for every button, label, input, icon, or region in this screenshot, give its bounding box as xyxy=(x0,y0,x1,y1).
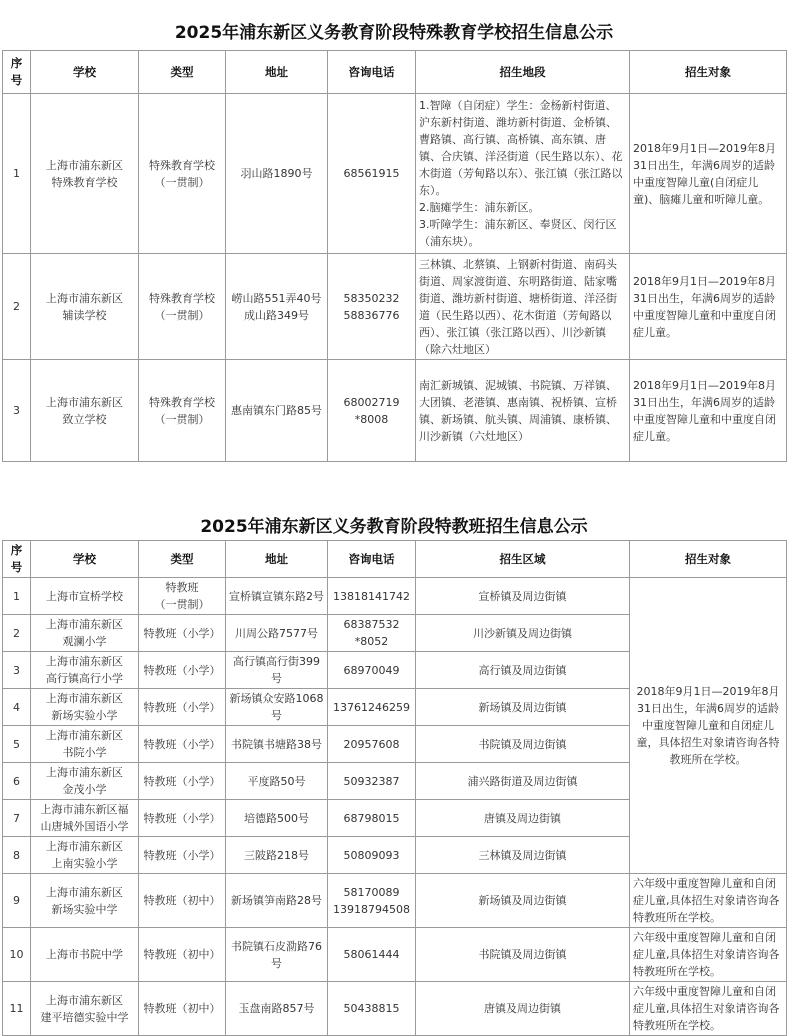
header-phone: 咨询电话 xyxy=(328,541,416,578)
school-address: 新场镇笋南路28号 xyxy=(226,874,328,928)
row-no: 11 xyxy=(3,982,31,1036)
school-phone: 50438815 xyxy=(328,982,416,1036)
enroll-target: 六年级中重度智障儿童和自闭症儿童,具体招生对象请咨询各特教班所在学校。 xyxy=(630,982,787,1036)
enroll-area: 高行镇及周边街镇 xyxy=(416,652,630,689)
header-no: 序号 xyxy=(3,51,31,94)
school-address: 三陂路218号 xyxy=(226,837,328,874)
school-address: 崂山路551弄40号 成山路349号 xyxy=(226,254,328,360)
school-name: 上海市浦东新区 上南实验小学 xyxy=(31,837,139,874)
school-type: 特教班（初中） xyxy=(139,928,226,982)
enroll-target: 六年级中重度智障儿童和自闭症儿童,具体招生对象请咨询各特教班所在学校。 xyxy=(630,874,787,928)
enroll-area: 新场镇及周边街镇 xyxy=(416,689,630,726)
header-address: 地址 xyxy=(226,51,328,94)
school-type: 特教班（小学） xyxy=(139,652,226,689)
row-no: 8 xyxy=(3,837,31,874)
row-no: 4 xyxy=(3,689,31,726)
enroll-area: 川沙新镇及周边街镇 xyxy=(416,615,630,652)
row-no: 6 xyxy=(3,763,31,800)
enroll-area: 书院镇及周边街镇 xyxy=(416,928,630,982)
school-type: 特教班（小学） xyxy=(139,615,226,652)
school-name: 上海市浦东新区 建平培德实验中学 xyxy=(31,982,139,1036)
school-phone: 58350232 58836776 xyxy=(328,254,416,360)
header-phone: 咨询电话 xyxy=(328,51,416,94)
header-school: 学校 xyxy=(31,51,139,94)
school-type: 特殊教育学校 （一贯制） xyxy=(139,360,226,462)
school-phone: 20957608 xyxy=(328,726,416,763)
header-no: 序号 xyxy=(3,541,31,578)
school-name: 上海市宣桥学校 xyxy=(31,578,139,615)
special-class-table xyxy=(2,540,787,1036)
table1-title: 2025年浦东新区义务教育阶段特殊教育学校招生信息公示 xyxy=(174,23,614,43)
row-no: 3 xyxy=(3,360,31,462)
table-row xyxy=(3,874,787,928)
table-row xyxy=(3,94,787,254)
enroll-area: 三林镇、北蔡镇、上钢新村街道、南码头街道、周家渡街道、东明路街道、陆家嘴街道、潍坊新村街道、塘桥街道、洋泾街道（民生路以西）、花木街道（芳甸路以西）、张江镇（张江路以西）、川沙新镇（除六灶地区） xyxy=(416,254,630,360)
enroll-target: 2018年9月1日—2019年8月31日出生，年满6周岁的适龄中重度智障儿童(自闭症儿童)、脑瘫儿童和听障儿童。 xyxy=(630,94,787,254)
school-phone: 68002719 *8008 xyxy=(328,360,416,462)
school-phone: 13818141742 xyxy=(328,578,416,615)
enroll-area: 唐镇及周边街镇 xyxy=(416,982,630,1036)
school-address: 羽山路1890号 xyxy=(226,94,328,254)
row-no: 9 xyxy=(3,874,31,928)
row-no: 3 xyxy=(3,652,31,689)
table-row xyxy=(3,360,787,462)
school-type: 特教班（初中） xyxy=(139,874,226,928)
school-name: 上海市浦东新区 新场实验中学 xyxy=(31,874,139,928)
school-name: 上海市浦东新区 辅读学校 xyxy=(31,254,139,360)
school-phone: 50809093 xyxy=(328,837,416,874)
header-type: 类型 xyxy=(139,51,226,94)
enroll-area: 宣桥镇及周边街镇 xyxy=(416,578,630,615)
school-name: 上海市浦东新区福 山唐城外国语小学 xyxy=(31,800,139,837)
school-name: 上海市浦东新区 新场实验小学 xyxy=(31,689,139,726)
header-area: 招生地段 xyxy=(416,51,630,94)
row-no: 2 xyxy=(3,254,31,360)
school-name: 上海市浦东新区 致立学校 xyxy=(31,360,139,462)
school-type: 特殊教育学校 （一贯制） xyxy=(139,254,226,360)
school-phone: 13761246259 xyxy=(328,689,416,726)
row-no: 1 xyxy=(3,94,31,254)
school-name: 上海市浦东新区 观澜小学 xyxy=(31,615,139,652)
school-type: 特殊教育学校 （一贯制） xyxy=(139,94,226,254)
table-header-row xyxy=(3,51,787,94)
enroll-area: 南汇新城镇、泥城镇、书院镇、万祥镇、大团镇、老港镇、惠南镇、祝桥镇、宣桥镇、新场镇、航头镇、周浦镇、康桥镇、川沙新镇（六灶地区） xyxy=(416,360,630,462)
school-phone: 58061444 xyxy=(328,928,416,982)
table-row xyxy=(3,928,787,982)
enroll-area: 浦兴路街道及周边街镇 xyxy=(416,763,630,800)
enroll-area: 唐镇及周边街镇 xyxy=(416,800,630,837)
school-address: 平度路50号 xyxy=(226,763,328,800)
header-school: 学校 xyxy=(31,541,139,578)
school-type: 特教班（小学） xyxy=(139,763,226,800)
school-phone: 68798015 xyxy=(328,800,416,837)
school-type: 特教班（初中） xyxy=(139,982,226,1036)
school-name: 上海市浦东新区 书院小学 xyxy=(31,726,139,763)
school-address: 高行镇高行街399号 xyxy=(226,652,328,689)
header-target: 招生对象 xyxy=(630,51,787,94)
school-address: 培德路500号 xyxy=(226,800,328,837)
school-address: 新场镇众安路1068号 xyxy=(226,689,328,726)
enroll-target: 2018年9月1日—2019年8月31日出生，年满6周岁的适龄中重度智障儿童和中重度自闭症儿童。 xyxy=(630,254,787,360)
row-no: 2 xyxy=(3,615,31,652)
school-name: 上海市浦东新区 特殊教育学校 xyxy=(31,94,139,254)
school-phone: 68561915 xyxy=(328,94,416,254)
school-name: 上海市浦东新区 金茂小学 xyxy=(31,763,139,800)
school-address: 宣桥镇宣镇东路2号 xyxy=(226,578,328,615)
school-address: 玉盘南路857号 xyxy=(226,982,328,1036)
header-area: 招生区域 xyxy=(416,541,630,578)
school-address: 川周公路7577号 xyxy=(226,615,328,652)
school-type: 特教班（小学） xyxy=(139,689,226,726)
table-header-row xyxy=(3,541,787,578)
row-no: 7 xyxy=(3,800,31,837)
shared-enroll-target: 2018年9月1日—2019年8月31日出生，年满6周岁的适龄中重度智障儿童和自闭症儿童，具体招生对象请咨询各特教班所在学校。 xyxy=(630,578,787,874)
enroll-target: 六年级中重度智障儿童和自闭症儿童,具体招生对象请咨询各特教班所在学校。 xyxy=(630,928,787,982)
enroll-area: 新场镇及周边街镇 xyxy=(416,874,630,928)
school-type: 特教班 （一贯制） xyxy=(139,578,226,615)
school-phone: 50932387 xyxy=(328,763,416,800)
school-phone: 68970049 xyxy=(328,652,416,689)
table2-title: 2025年浦东新区义务教育阶段特教班招生信息公示 xyxy=(200,517,588,537)
table-row xyxy=(3,982,787,1036)
school-type: 特教班（小学） xyxy=(139,726,226,763)
enroll-target: 2018年9月1日—2019年8月31日出生，年满6周岁的适龄中重度智障儿童和中重度自闭症儿童。 xyxy=(630,360,787,462)
school-type: 特教班（小学） xyxy=(139,837,226,874)
school-phone: 58170089 13918794508 xyxy=(328,874,416,928)
row-no: 1 xyxy=(3,578,31,615)
header-type: 类型 xyxy=(139,541,226,578)
row-no: 5 xyxy=(3,726,31,763)
school-address: 书院镇石皮泐路76号 xyxy=(226,928,328,982)
enroll-area: 书院镇及周边街镇 xyxy=(416,726,630,763)
school-phone: 68387532 *8052 xyxy=(328,615,416,652)
header-target: 招生对象 xyxy=(630,541,787,578)
special-school-table xyxy=(2,50,787,462)
school-address: 书院镇书塘路38号 xyxy=(226,726,328,763)
enroll-area: 三林镇及周边街镇 xyxy=(416,837,630,874)
header-address: 地址 xyxy=(226,541,328,578)
school-name: 上海市浦东新区 高行镇高行小学 xyxy=(31,652,139,689)
school-address: 惠南镇东门路85号 xyxy=(226,360,328,462)
table-row xyxy=(3,578,787,615)
school-name: 上海市书院中学 xyxy=(31,928,139,982)
enroll-area: 1.智障（自闭症）学生：金杨新村街道、沪东新村街道、潍坊新村街道、金桥镇、曹路镇、高行镇、高桥镇、高东镇、唐镇、合庆镇、洋泾街道（民生路以东）、花木街道（芳甸路以东）、张江镇（张江路以东）。 2.脑瘫学生：浦东新区。 3.听障学生：浦东新区、奉贤区、闵行区（浦东块）。 xyxy=(416,94,630,254)
row-no: 10 xyxy=(3,928,31,982)
school-type: 特教班（小学） xyxy=(139,800,226,837)
table-row xyxy=(3,254,787,360)
